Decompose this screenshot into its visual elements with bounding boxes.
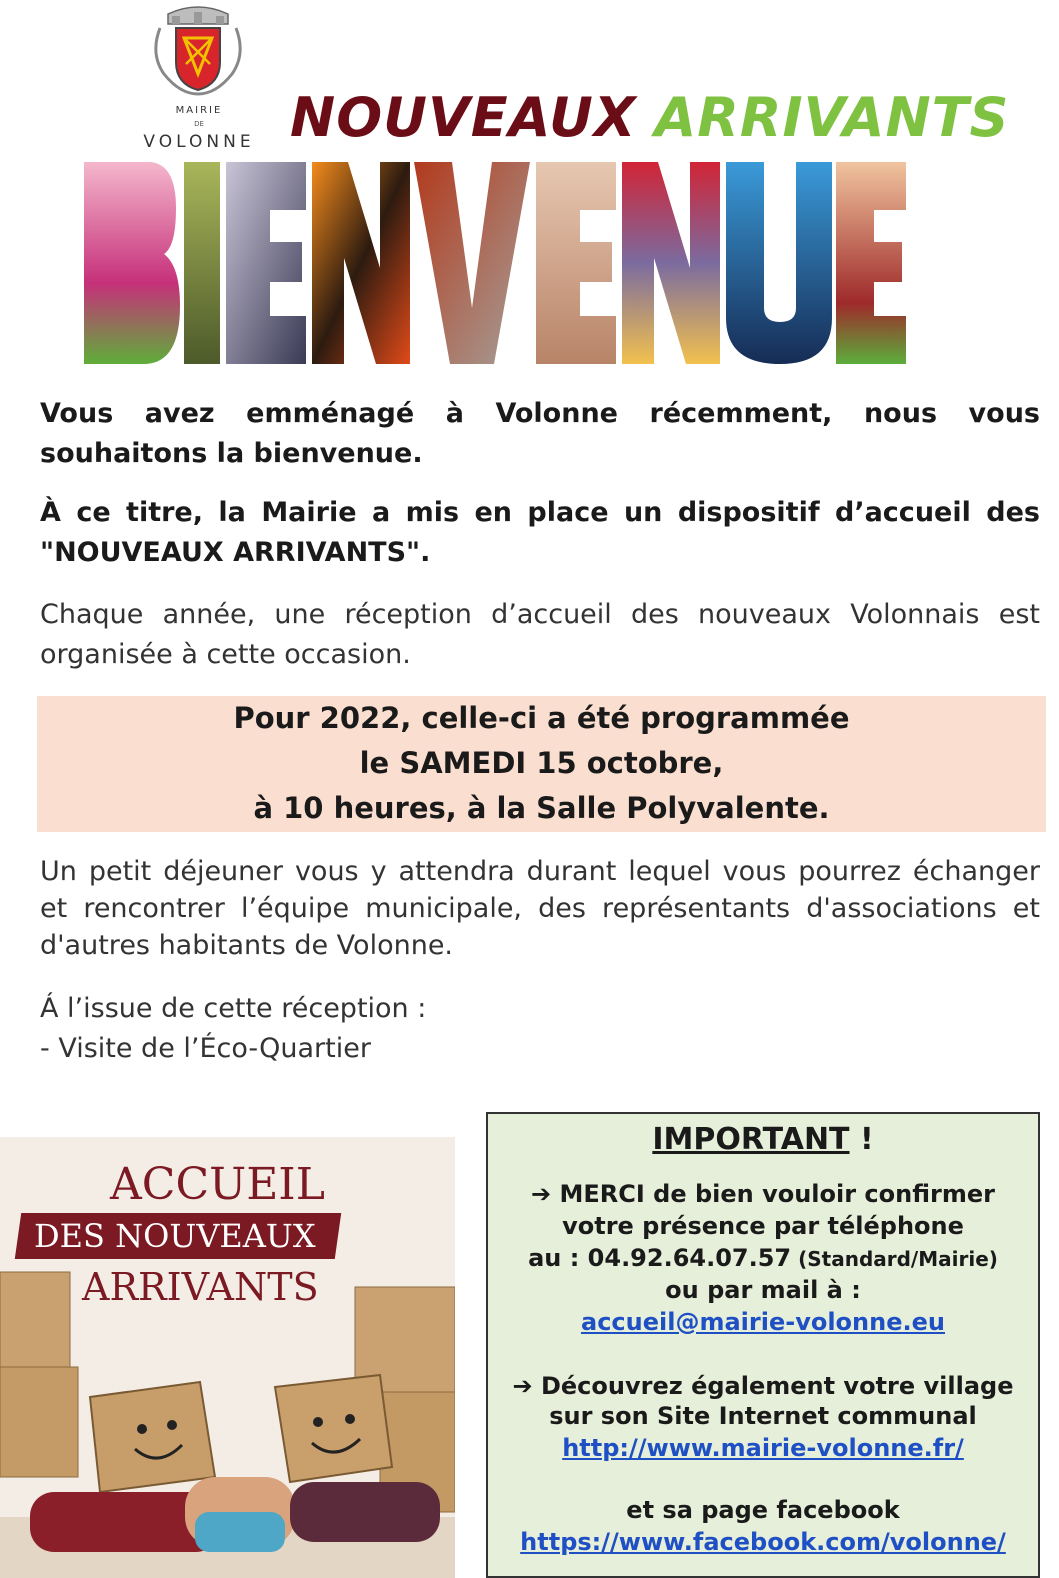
event-date-highlight xyxy=(37,696,1046,832)
site-line: sur son Site Internet communal xyxy=(549,1402,977,1430)
highlight-line-1: Pour 2022, celle-ci a été programmée xyxy=(233,701,850,735)
mail-line: ou par mail à : xyxy=(665,1276,861,1304)
accueil-poster-image xyxy=(0,1137,455,1578)
confirm-line: ➔ MERCI de bien vouloir confirmer xyxy=(531,1180,995,1208)
poster-des-nouveaux: DES NOUVEAUX xyxy=(34,1217,316,1255)
discover-line: ➔ Découvrez également votre village xyxy=(512,1372,1014,1400)
mairie-label: MAIRIE xyxy=(175,105,223,116)
after-reception-heading: Á l’issue de cette réception : xyxy=(40,993,427,1024)
website-link-row xyxy=(488,1434,1038,1462)
important-title: IMPORTANT ! xyxy=(652,1122,874,1157)
poster-accueil: ACCUEIL xyxy=(110,1159,325,1210)
important-box xyxy=(486,1112,1040,1578)
presence-line: votre présence par téléphone xyxy=(562,1212,964,1240)
facebook-line: et sa page facebook xyxy=(626,1496,900,1524)
poster-arrivants: ARRIVANTS xyxy=(82,1265,319,1309)
email-link-row xyxy=(488,1308,1038,1336)
reception-paragraph: Chaque année, une réception d’accueil des nouveaux Volonnais est organisée à cette occasion. xyxy=(40,599,1040,670)
intro-paragraph: Vous avez emménagé à Volonne récemment, nous vous souhaitons la bienvenue. xyxy=(40,398,1040,469)
headline-word-nouveaux: NOUVEAUX xyxy=(290,86,637,149)
email-link[interactable]: accueil@mairie-volonne.eu xyxy=(581,1308,945,1336)
phone-note: (Standard/Mairie) xyxy=(791,1247,998,1271)
town-name: VOLONNE xyxy=(143,132,255,152)
facebook-link-row xyxy=(488,1528,1038,1556)
dispositif-paragraph: À ce titre, la Mairie a mis en place un dispositif d’accueil des "NOUVEAUX ARRIVANTS". xyxy=(40,497,1040,568)
eco-quartier-item: - Visite de l’Éco-Quartier xyxy=(40,1033,371,1064)
highlight-line-3: à 10 heures, à la Salle Polyvalente. xyxy=(253,791,830,825)
mairie-de: DE xyxy=(194,120,204,128)
highlight-line-2: le SAMEDI 15 octobre, xyxy=(359,746,724,780)
headline-word-arrivants: ARRIVANTS xyxy=(654,86,1010,149)
breakfast-paragraph: Un petit déjeuner vous y attendra durant lequel vous pourrez échanger et rencontrer l’équipe municipale, des représentants d'associations et d'autres habitants de Volonne. xyxy=(40,856,1040,961)
after-reception xyxy=(40,989,1040,1069)
headline xyxy=(290,86,1009,149)
facebook-link[interactable]: https://www.facebook.com/volonne/ xyxy=(520,1528,1006,1556)
phone-number: au : 04.92.64.07.57 xyxy=(528,1244,792,1272)
coat-of-arms-logo xyxy=(150,4,246,96)
bienvenue-banner-image xyxy=(80,158,910,368)
phone-line xyxy=(488,1244,1038,1272)
website-link[interactable]: http://www.mairie-volonne.fr/ xyxy=(562,1434,964,1462)
